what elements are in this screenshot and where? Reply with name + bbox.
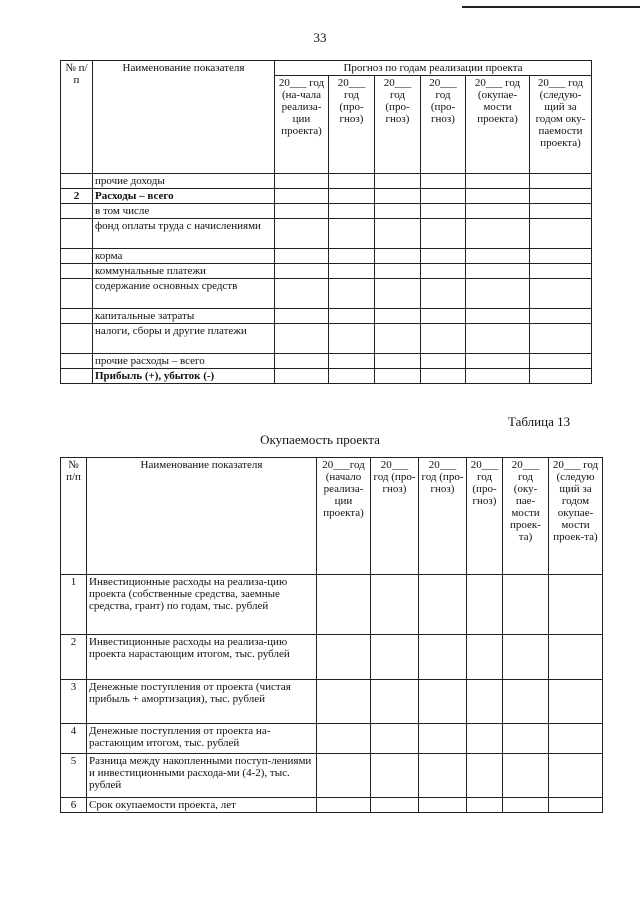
- cell: [421, 309, 466, 324]
- cell: [421, 174, 466, 189]
- row-no: 2: [61, 189, 93, 204]
- table-row: [61, 575, 603, 635]
- cell: [466, 174, 530, 189]
- row-label: Инвестиционные расходы на реализа-цию проекта (собственные средства, заемные средства, грант) по годам, тыс. рублей: [87, 575, 317, 635]
- cell: [530, 369, 592, 384]
- cell: [503, 575, 549, 635]
- cell: [466, 309, 530, 324]
- table-row: [61, 204, 592, 219]
- row-label: Инвестиционные расходы на реализа-цию проекта нарастающим итогом, тыс. рублей: [87, 635, 317, 680]
- cell: [275, 279, 329, 309]
- cell: [467, 575, 503, 635]
- row-no: [61, 219, 93, 249]
- table-row: [61, 249, 592, 264]
- table-row: [61, 174, 592, 189]
- cell: [329, 174, 375, 189]
- row-no: 5: [61, 754, 87, 798]
- table-row: [61, 754, 603, 798]
- header-year-5: 20___ год (окупае-мости проекта): [466, 76, 530, 174]
- cell: [503, 798, 549, 813]
- header-year-6: 20___ год (следую-щий за годом оку-паемости проекта): [530, 76, 592, 174]
- row-no: [61, 204, 93, 219]
- page-number: 33: [313, 30, 327, 45]
- row-label: фонд оплаты труда с начислениями: [93, 219, 275, 249]
- header-no: № п/п: [61, 458, 87, 575]
- cell: [549, 635, 603, 680]
- row-label: Денежные поступления от проекта (чистая прибыль + амортизация), тыс. рублей: [87, 680, 317, 724]
- table-row: [61, 724, 603, 754]
- cell: [530, 279, 592, 309]
- table-row: [61, 189, 592, 204]
- cell: [419, 575, 467, 635]
- cell: [549, 798, 603, 813]
- header-name: Наименование показателя: [87, 458, 317, 575]
- cell: [466, 279, 530, 309]
- cell: [466, 204, 530, 219]
- row-no: 6: [61, 798, 87, 813]
- row-label: капитальные затраты: [93, 309, 275, 324]
- header-year-6: 20___ год (следую щий за годом окупае-мости проек-та): [549, 458, 603, 575]
- cell: [530, 189, 592, 204]
- cell: [421, 189, 466, 204]
- cell: [530, 204, 592, 219]
- payback-table: [60, 457, 603, 813]
- cell: [275, 189, 329, 204]
- cell: [421, 354, 466, 369]
- cell: [419, 754, 467, 798]
- cell: [329, 249, 375, 264]
- cell: [329, 264, 375, 279]
- cell: [275, 309, 329, 324]
- cell: [329, 354, 375, 369]
- cell: [421, 204, 466, 219]
- header-forecast: Прогноз по годам реализации проекта: [275, 61, 592, 76]
- header-year-1: 20___ год (на-чала реализа-ции проекта): [275, 76, 329, 174]
- table-row: [61, 324, 592, 354]
- cell: [375, 324, 421, 354]
- top-rule-line: [462, 6, 640, 8]
- cell: [375, 309, 421, 324]
- row-label: прочие доходы: [93, 174, 275, 189]
- cell: [275, 354, 329, 369]
- cell: [530, 219, 592, 249]
- cell: [375, 279, 421, 309]
- cell: [275, 219, 329, 249]
- cell: [275, 174, 329, 189]
- table-row: [61, 369, 592, 384]
- row-label: корма: [93, 249, 275, 264]
- cell: [317, 575, 371, 635]
- row-no: [61, 174, 93, 189]
- row-no: 3: [61, 680, 87, 724]
- cell: [329, 189, 375, 204]
- cell: [375, 369, 421, 384]
- row-label: Прибыль (+), убыток (-): [93, 369, 275, 384]
- cell: [371, 724, 419, 754]
- row-no: [61, 249, 93, 264]
- cell: [317, 754, 371, 798]
- cell: [375, 219, 421, 249]
- cell: [419, 798, 467, 813]
- cell: [466, 354, 530, 369]
- forecast-table: [60, 60, 592, 384]
- row-label: в том числе: [93, 204, 275, 219]
- cell: [467, 680, 503, 724]
- cell: [530, 354, 592, 369]
- cell: [275, 324, 329, 354]
- row-label: содержание основных средств: [93, 279, 275, 309]
- cell: [549, 724, 603, 754]
- cell: [275, 204, 329, 219]
- cell: [317, 680, 371, 724]
- cell: [419, 724, 467, 754]
- cell: [375, 264, 421, 279]
- cell: [503, 724, 549, 754]
- cell: [466, 189, 530, 204]
- table-row: [61, 264, 592, 279]
- row-no: [61, 264, 93, 279]
- row-label: Денежные поступления от проекта на-растающим итогом, тыс. рублей: [87, 724, 317, 754]
- cell: [317, 635, 371, 680]
- cell: [329, 279, 375, 309]
- cell: [466, 219, 530, 249]
- cell: [503, 680, 549, 724]
- row-no: [61, 324, 93, 354]
- cell: [275, 249, 329, 264]
- header-year-5: 20___ год (оку-пае-мости проек-та): [503, 458, 549, 575]
- cell: [467, 724, 503, 754]
- row-no: [61, 309, 93, 324]
- cell: [467, 798, 503, 813]
- cell: [503, 754, 549, 798]
- row-label: коммунальные платежи: [93, 264, 275, 279]
- header-year-1: 20___год (начало реализа-ции проекта): [317, 458, 371, 575]
- cell: [329, 369, 375, 384]
- cell: [530, 174, 592, 189]
- header-year-3: 20___ год (про-гноз): [419, 458, 467, 575]
- cell: [375, 354, 421, 369]
- row-label: Разница между накопленными поступ-лениями и инвестиционными расхода-ми (4-2), тыс. рублей: [87, 754, 317, 798]
- table-row: [61, 798, 603, 813]
- row-label: прочие расходы – всего: [93, 354, 275, 369]
- cell: [275, 264, 329, 279]
- cell: [419, 635, 467, 680]
- row-no: 4: [61, 724, 87, 754]
- cell: [466, 369, 530, 384]
- cell: [371, 680, 419, 724]
- header-year-3: 20___ год (про-гноз): [375, 76, 421, 174]
- header-year-4: 20___ год (про-гноз): [421, 76, 466, 174]
- cell: [530, 264, 592, 279]
- table-row: [61, 219, 592, 249]
- table-row: [61, 354, 592, 369]
- cell: [419, 680, 467, 724]
- header-year-2: 20___ год (про-гноз): [371, 458, 419, 575]
- row-no: [61, 354, 93, 369]
- cell: [466, 264, 530, 279]
- header-no: № п/п: [61, 61, 93, 174]
- cell: [530, 249, 592, 264]
- cell: [375, 174, 421, 189]
- table-row: [61, 680, 603, 724]
- row-no: 2: [61, 635, 87, 680]
- row-no: [61, 279, 93, 309]
- cell: [549, 575, 603, 635]
- cell: [467, 635, 503, 680]
- cell: [375, 204, 421, 219]
- row-label: Расходы – всего: [93, 189, 275, 204]
- cell: [371, 754, 419, 798]
- cell: [530, 309, 592, 324]
- cell: [466, 324, 530, 354]
- cell: [329, 309, 375, 324]
- table-title: Окупаемость проекта: [260, 432, 380, 447]
- cell: [503, 635, 549, 680]
- header-year-4: 20___ год (про-гноз): [467, 458, 503, 575]
- cell: [329, 219, 375, 249]
- table-row: [61, 309, 592, 324]
- cell: [275, 369, 329, 384]
- row-label: налоги, сборы и другие платежи: [93, 324, 275, 354]
- cell: [317, 798, 371, 813]
- row-no: 1: [61, 575, 87, 635]
- cell: [421, 279, 466, 309]
- cell: [421, 264, 466, 279]
- cell: [329, 204, 375, 219]
- cell: [371, 575, 419, 635]
- cell: [371, 798, 419, 813]
- table-row: [61, 279, 592, 309]
- header-name: Наименование показателя: [93, 61, 275, 174]
- table-row: [61, 635, 603, 680]
- cell: [375, 249, 421, 264]
- cell: [371, 635, 419, 680]
- table-number-caption: Таблица 13: [508, 414, 571, 429]
- header-year-2: 20___ год (про-гноз): [329, 76, 375, 174]
- cell: [467, 754, 503, 798]
- cell: [530, 324, 592, 354]
- cell: [549, 680, 603, 724]
- cell: [421, 369, 466, 384]
- cell: [329, 324, 375, 354]
- cell: [317, 724, 371, 754]
- row-label: Срок окупаемости проекта, лет: [87, 798, 317, 813]
- cell: [466, 249, 530, 264]
- row-no: [61, 369, 93, 384]
- cell: [421, 219, 466, 249]
- cell: [421, 249, 466, 264]
- cell: [375, 189, 421, 204]
- cell: [421, 324, 466, 354]
- cell: [549, 754, 603, 798]
